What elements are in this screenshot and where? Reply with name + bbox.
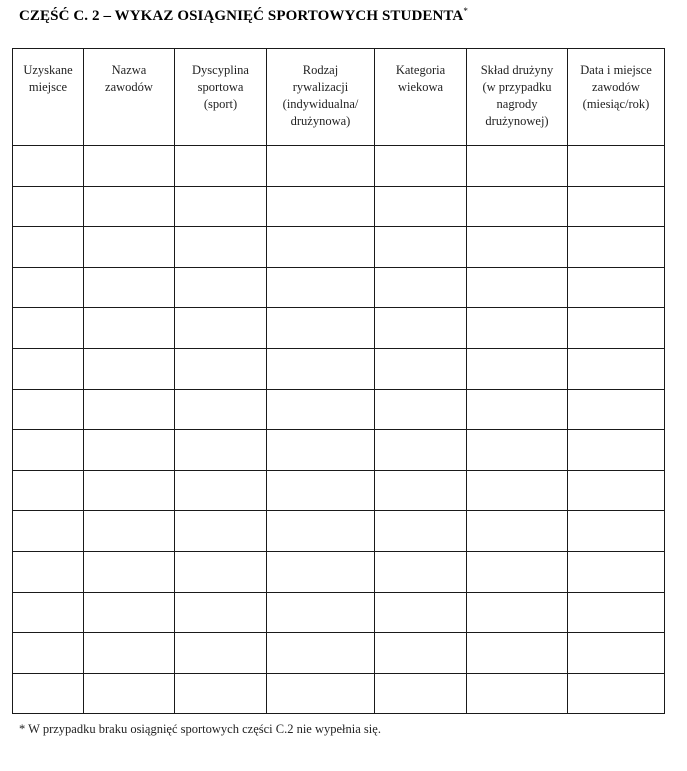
table-row xyxy=(13,633,665,674)
empty-cell[interactable] xyxy=(267,633,375,674)
empty-cell[interactable] xyxy=(267,227,375,268)
empty-cell[interactable] xyxy=(467,633,568,674)
empty-cell[interactable] xyxy=(568,186,665,227)
empty-cell[interactable] xyxy=(84,673,175,714)
empty-cell[interactable] xyxy=(375,146,467,187)
empty-cell[interactable] xyxy=(568,227,665,268)
header-date-place: Data i miejsce zawodów (miesiąc/rok) xyxy=(568,49,665,146)
empty-cell[interactable] xyxy=(267,186,375,227)
empty-cell[interactable] xyxy=(467,430,568,471)
empty-cell[interactable] xyxy=(568,633,665,674)
empty-cell[interactable] xyxy=(267,551,375,592)
empty-cell[interactable] xyxy=(568,348,665,389)
empty-cell[interactable] xyxy=(175,592,267,633)
table-body xyxy=(13,146,665,714)
empty-cell[interactable] xyxy=(84,389,175,430)
empty-cell[interactable] xyxy=(175,673,267,714)
empty-cell[interactable] xyxy=(467,470,568,511)
table-row xyxy=(13,470,665,511)
empty-cell[interactable] xyxy=(467,227,568,268)
empty-cell[interactable] xyxy=(84,186,175,227)
empty-cell[interactable] xyxy=(84,348,175,389)
empty-cell[interactable] xyxy=(375,186,467,227)
empty-cell[interactable] xyxy=(84,592,175,633)
document-title xyxy=(19,8,468,25)
header-competition-type: Rodzaj rywalizacji (indywidualna/ drużynowa) xyxy=(267,49,375,146)
empty-cell[interactable] xyxy=(84,511,175,552)
empty-cell[interactable] xyxy=(467,267,568,308)
empty-cell[interactable] xyxy=(267,267,375,308)
empty-cell[interactable] xyxy=(267,592,375,633)
table-row xyxy=(13,227,665,268)
empty-cell[interactable] xyxy=(84,551,175,592)
empty-cell[interactable] xyxy=(467,551,568,592)
empty-cell[interactable] xyxy=(13,308,84,349)
empty-cell[interactable] xyxy=(13,146,84,187)
empty-cell[interactable] xyxy=(84,633,175,674)
empty-cell[interactable] xyxy=(568,308,665,349)
table-row xyxy=(13,673,665,714)
empty-cell[interactable] xyxy=(13,227,84,268)
table-row xyxy=(13,389,665,430)
empty-cell[interactable] xyxy=(375,592,467,633)
empty-cell[interactable] xyxy=(568,430,665,471)
table-row xyxy=(13,348,665,389)
empty-cell[interactable] xyxy=(375,227,467,268)
footnote: * W przypadku braku osiągnięć sportowych części C.2 nie wypełnia się. xyxy=(19,722,381,736)
header-discipline: Dyscyplina sportowa (sport) xyxy=(175,49,267,146)
empty-cell[interactable] xyxy=(267,308,375,349)
empty-cell[interactable] xyxy=(467,348,568,389)
empty-cell[interactable] xyxy=(568,592,665,633)
empty-cell[interactable] xyxy=(175,308,267,349)
empty-cell[interactable] xyxy=(13,633,84,674)
empty-cell[interactable] xyxy=(84,308,175,349)
empty-cell[interactable] xyxy=(467,308,568,349)
empty-cell[interactable] xyxy=(467,186,568,227)
empty-cell[interactable] xyxy=(375,551,467,592)
empty-cell[interactable] xyxy=(175,511,267,552)
empty-cell[interactable] xyxy=(267,673,375,714)
empty-cell[interactable] xyxy=(84,430,175,471)
empty-cell[interactable] xyxy=(13,470,84,511)
empty-cell[interactable] xyxy=(375,673,467,714)
header-row xyxy=(13,49,665,146)
empty-cell[interactable] xyxy=(13,389,84,430)
empty-cell[interactable] xyxy=(267,430,375,471)
empty-cell[interactable] xyxy=(175,389,267,430)
empty-cell[interactable] xyxy=(568,470,665,511)
header-competition-name: Nazwa zawodów xyxy=(84,49,175,146)
empty-cell[interactable] xyxy=(13,430,84,471)
empty-cell[interactable] xyxy=(568,551,665,592)
table-row xyxy=(13,308,665,349)
empty-cell[interactable] xyxy=(375,348,467,389)
empty-cell[interactable] xyxy=(267,470,375,511)
empty-cell[interactable] xyxy=(175,227,267,268)
empty-cell[interactable] xyxy=(267,511,375,552)
empty-cell[interactable] xyxy=(84,470,175,511)
table-row xyxy=(13,186,665,227)
empty-cell[interactable] xyxy=(375,430,467,471)
empty-cell[interactable] xyxy=(467,389,568,430)
empty-cell[interactable] xyxy=(175,470,267,511)
empty-cell[interactable] xyxy=(568,389,665,430)
empty-cell[interactable] xyxy=(375,267,467,308)
empty-cell[interactable] xyxy=(267,146,375,187)
table-row xyxy=(13,551,665,592)
empty-cell[interactable] xyxy=(13,186,84,227)
empty-cell[interactable] xyxy=(375,470,467,511)
empty-cell[interactable] xyxy=(375,511,467,552)
table-row xyxy=(13,146,665,187)
empty-cell[interactable] xyxy=(13,673,84,714)
empty-cell[interactable] xyxy=(13,348,84,389)
empty-cell[interactable] xyxy=(84,146,175,187)
empty-cell[interactable] xyxy=(175,146,267,187)
empty-cell[interactable] xyxy=(375,308,467,349)
empty-cell[interactable] xyxy=(467,146,568,187)
empty-cell[interactable] xyxy=(267,389,375,430)
empty-cell[interactable] xyxy=(84,227,175,268)
empty-cell[interactable] xyxy=(13,551,84,592)
empty-cell[interactable] xyxy=(568,511,665,552)
footnote-marker: * xyxy=(463,6,468,16)
header-team-composition: Skład drużyny (w przypadku nagrody drużynowej) xyxy=(467,49,568,146)
empty-cell[interactable] xyxy=(84,267,175,308)
empty-cell[interactable] xyxy=(267,348,375,389)
achievements-table xyxy=(12,48,665,714)
table-row xyxy=(13,267,665,308)
empty-cell[interactable] xyxy=(568,146,665,187)
empty-cell[interactable] xyxy=(13,267,84,308)
empty-cell[interactable] xyxy=(375,389,467,430)
empty-cell[interactable] xyxy=(467,511,568,552)
empty-cell[interactable] xyxy=(467,673,568,714)
empty-cell[interactable] xyxy=(175,267,267,308)
header-place: Uzyskane miejsce xyxy=(13,49,84,146)
header-age-category: Kategoria wiekowa xyxy=(375,49,467,146)
empty-cell[interactable] xyxy=(375,633,467,674)
empty-cell[interactable] xyxy=(175,430,267,471)
empty-cell[interactable] xyxy=(175,633,267,674)
empty-cell[interactable] xyxy=(175,348,267,389)
title-text: CZĘŚĆ C. 2 – WYKAZ OSIĄGNIĘĆ SPORTOWYCH STUDENTA xyxy=(19,8,464,24)
empty-cell[interactable] xyxy=(568,267,665,308)
empty-cell[interactable] xyxy=(467,592,568,633)
empty-cell[interactable] xyxy=(13,511,84,552)
table-row xyxy=(13,430,665,471)
empty-cell[interactable] xyxy=(175,186,267,227)
table-row xyxy=(13,511,665,552)
empty-cell[interactable] xyxy=(568,673,665,714)
empty-cell[interactable] xyxy=(13,592,84,633)
empty-cell[interactable] xyxy=(175,551,267,592)
table-row xyxy=(13,592,665,633)
